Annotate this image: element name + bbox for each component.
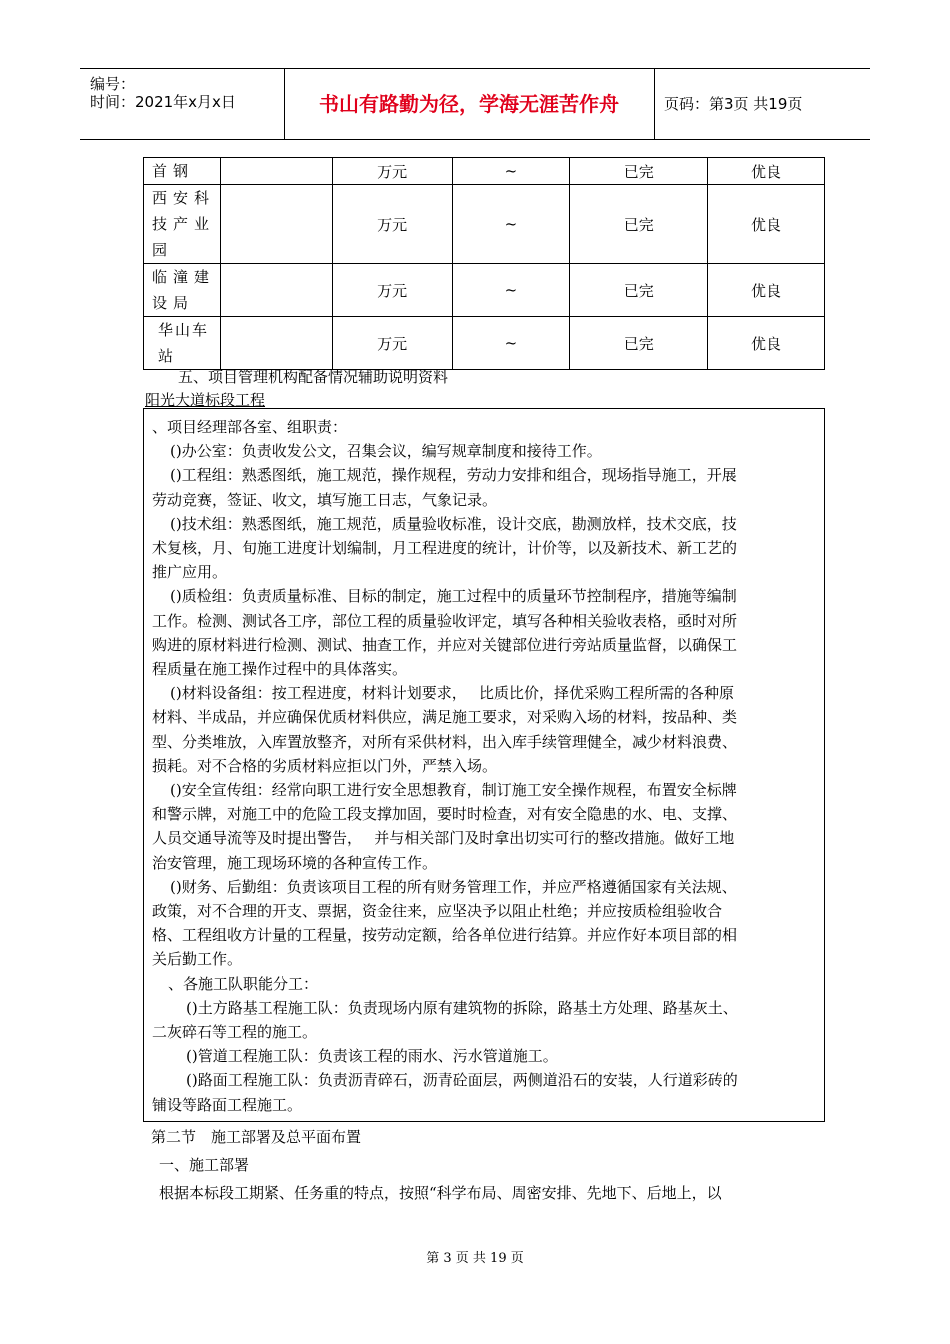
team-line: ()路面工程施工队：负责沥青碎石，沥青砼面层，两侧道沿石的安装，人行道彩砖的 — [186, 1071, 738, 1090]
section2-paragraph: 根据本标段工期紧、任务重的特点，按照“科学布局、周密安排、先地下、后地上，以 — [159, 1183, 722, 1202]
page-header — [80, 68, 870, 140]
duty-line: ()工程组：熟悉图纸，施工规范，操作规程，劳动力安排和组合，现场指导施工，开展 — [170, 466, 737, 485]
duty-line: 程质量在施工操作过程中的具体落实。 — [152, 660, 408, 678]
page-footer: 第 3 页 共 19 页 — [426, 1251, 524, 1266]
duty-line: 工作。检测、测试各工序，部位工程的质量验收评定，填写各种相关验收表格，亟时对所 — [152, 611, 738, 630]
project-quality: 优良 — [708, 158, 825, 185]
project-status: 已完 — [570, 317, 708, 370]
duty-line: 型、分类堆放，入库置放整齐，对所有采供材料，出入库手续管理健全，减少材料浪费、 — [152, 732, 738, 751]
project-period: ~ — [452, 158, 570, 185]
duty-line: ()技术组：熟悉图纸，施工规范，质量验收标准，设计交底，勘测放样，技术交底，技 — [170, 514, 737, 533]
duty-line: 格、工程组收方计量的工程量，按劳动定额，给各单位进行结算。并应作好本项目部的相 — [152, 926, 738, 945]
project-amount: 万元 — [332, 158, 452, 185]
team-line: ()土方路基工程施工队：负责现场内原有建筑物的拆除，路基土方处理、路基灰土、 — [186, 998, 738, 1017]
table-row — [144, 158, 825, 185]
duty-line: 损耗。对不合格的劣质材料应拒以门外，严禁入场。 — [152, 756, 498, 775]
project-table — [143, 157, 825, 370]
section5-title: 五、项目管理机构配备情况辅助说明资料 — [178, 368, 449, 386]
duties-box — [143, 408, 825, 1122]
team-line: ()管道工程施工队：负责该工程的雨水、污水管道施工。 — [186, 1047, 558, 1066]
duty-line: 术复核，月、旬施工进度计划编制，月工程进度的统计，计价等，以及新技术、新工艺的 — [152, 539, 738, 557]
project-name: 华山车站 — [144, 317, 221, 370]
project-amount: 万元 — [332, 264, 452, 317]
project-line: 阳光大道标段工程 — [145, 391, 266, 409]
project-period: ~ — [452, 264, 570, 317]
project-name: 首钢 — [144, 158, 221, 185]
project-amount: 万元 — [332, 317, 452, 370]
duty-line: ()安全宣传组：经常向职工进行安全思想教育，制订施工安全操作规程，布置安全标牌 — [170, 781, 737, 799]
duty-line: ()材料设备组：按工程进度，材料计划要求， 比质比价，择优采购工程所需的各种原 — [170, 684, 734, 703]
duty-line: 人员交通导流等及时提出警告， 并与相关部门及时拿出切实可行的整改措施。做好工地 — [152, 829, 735, 848]
empty-cell — [220, 158, 332, 185]
project-quality: 优良 — [708, 185, 825, 264]
time-label: 时间：2021年x月x日 — [90, 93, 236, 111]
project-status: 已完 — [570, 264, 708, 317]
project-name: 临潼建设局 — [144, 264, 221, 317]
duty-line: 材料、半成品，并应确保优质材料供应，满足施工要求，对采购入场的材料，按品种、类 — [152, 708, 738, 727]
number-label: 编号： — [90, 75, 136, 93]
duties-heading: 、项目经理部各室、组职责： — [152, 418, 348, 436]
empty-cell — [220, 264, 332, 317]
section2-title: 第二节 施工部署及总平面布置 — [151, 1127, 362, 1146]
empty-cell — [220, 317, 332, 370]
project-quality: 优良 — [708, 264, 825, 317]
project-name: 西安科技产业园 — [144, 185, 221, 264]
duty-line: ()财务、后勤组：负责该项目工程的所有财务管理工作，并应严格遵循国家有关法规、 — [170, 877, 737, 896]
table-row — [144, 185, 825, 264]
table-row — [144, 264, 825, 317]
project-status: 已完 — [570, 158, 708, 185]
section2-subtitle: 一、施工部署 — [159, 1155, 250, 1174]
team-line: 二灰碎石等工程的施工。 — [152, 1023, 318, 1041]
project-status: 已完 — [570, 185, 708, 264]
team-line: 铺设等路面工程施工。 — [152, 1095, 303, 1114]
duty-line: ()质检组：负责质量标准、目标的制定，施工过程中的质量环节控制程序，措施等编制 — [170, 587, 737, 606]
duty-line: 劳动竞赛，签证、收文，填写施工日志，气象记录。 — [152, 490, 498, 509]
duty-line: 和警示牌，对施工中的危险工段支撑加固，要时时检查，对有安全隐患的水、电、支撑、 — [152, 805, 738, 824]
duty-line: ()办公室：负责收发公文，召集会议，编写规章制度和接待工作。 — [170, 442, 602, 461]
duty-line: 治安管理，施工现场环境的各种宣传工作。 — [152, 853, 438, 872]
teams-heading: 、各施工队职能分工： — [168, 974, 319, 993]
duty-line: 关后勤工作。 — [152, 950, 243, 969]
table-row — [144, 317, 825, 370]
project-amount: 万元 — [332, 185, 452, 264]
duty-line: 政策，对不合理的开支、票据，资金往来，应坚决予以阻止杜绝；并应按质检组验收合 — [152, 902, 723, 920]
header-meta — [80, 69, 285, 139]
header-page-info: 页码：第3页 共19页 — [664, 95, 803, 113]
header-motto: 书山有路勤为径，学海无涯苦作舟 — [284, 69, 655, 139]
duty-line: 推广应用。 — [152, 563, 228, 582]
duty-line: 购进的原材料进行检测、测试、抽查工作，并应对关键部位进行旁站质量监督，以确保工 — [152, 635, 738, 654]
empty-cell — [220, 185, 332, 264]
project-quality: 优良 — [708, 317, 825, 370]
project-period: ~ — [452, 185, 570, 264]
project-period: ~ — [452, 317, 570, 370]
